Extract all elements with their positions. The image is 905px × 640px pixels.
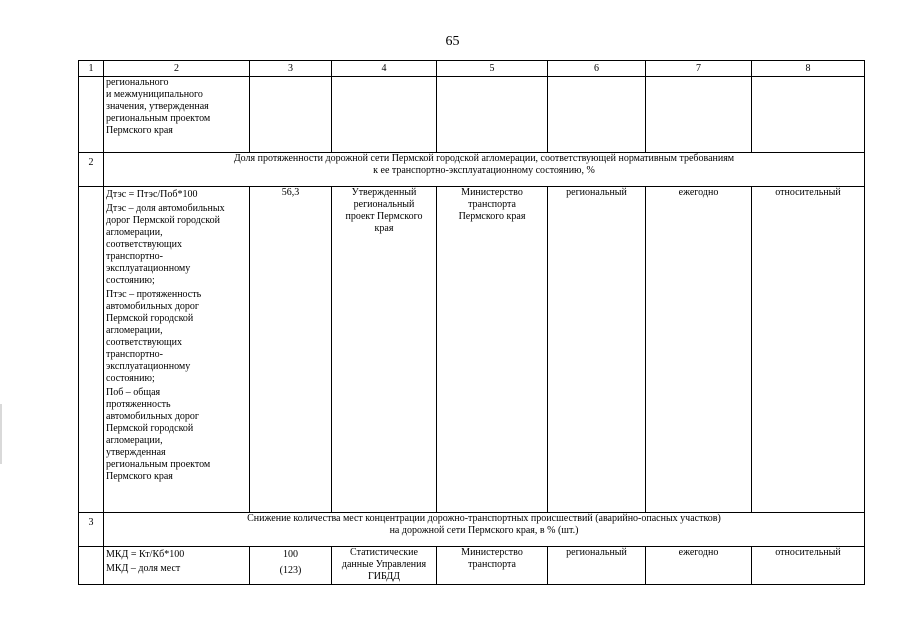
periodicity: ежегодно bbox=[646, 547, 752, 585]
cell-empty bbox=[79, 187, 104, 513]
column-number: 3 bbox=[250, 61, 332, 77]
row-number: 2 bbox=[79, 153, 104, 187]
column-number: 1 bbox=[79, 61, 104, 77]
column-number: 8 bbox=[752, 61, 865, 77]
definition: Птэс – протяженность автомобильных дорог Пермской городской агломерации, соответствующих транспортно- эксплуатационному состоянию; bbox=[106, 289, 202, 384]
base-value: 56,3 bbox=[250, 187, 332, 513]
cell-empty bbox=[437, 77, 548, 153]
column-number: 4 bbox=[332, 61, 437, 77]
data-source: Статистические данные Управления ГИБДД bbox=[332, 547, 437, 585]
indicator-type: относительный bbox=[752, 187, 865, 513]
column-number: 6 bbox=[548, 61, 646, 77]
column-number: 5 bbox=[437, 61, 548, 77]
indicator-title: Доля протяженности дорожной сети Пермской городской агломерации, соответствующей нормативным требованиям к ее транспортно-эксплуатационному состоянию, % bbox=[104, 153, 865, 187]
responsible-body: Министерство транспорта Пермского края bbox=[437, 187, 548, 513]
row-number: 3 bbox=[79, 513, 104, 547]
indicator-type: относительный bbox=[752, 547, 865, 585]
indicator-row bbox=[79, 187, 865, 513]
cell-empty bbox=[79, 547, 104, 585]
column-number: 2 bbox=[104, 61, 250, 77]
indicator-level: региональный bbox=[548, 547, 646, 585]
cell-empty bbox=[646, 77, 752, 153]
continued-text: регионального и межмуниципального значения, утвержденная региональным проектом Пермского края bbox=[106, 77, 211, 136]
indicator-table bbox=[78, 60, 865, 585]
definition: МКД – доля мест bbox=[106, 563, 181, 574]
scan-artifact bbox=[0, 404, 2, 464]
formula: Дтэс = Птэс/Поб*100 bbox=[106, 189, 198, 200]
base-value: 100 (123) bbox=[250, 547, 332, 585]
indicator-title-row bbox=[79, 513, 865, 547]
continued-row bbox=[79, 77, 865, 153]
indicator-level: региональный bbox=[548, 187, 646, 513]
responsible-body: Министерство транспорта bbox=[437, 547, 548, 585]
definition: Дтэс – доля автомобильных дорог Пермской городской агломерации, соответствующих транспортно- эксплуатационному состоянию; bbox=[106, 203, 225, 286]
indicator-title-row bbox=[79, 153, 865, 187]
calculation-method bbox=[104, 187, 250, 513]
column-number-row bbox=[79, 61, 865, 77]
cell-empty bbox=[79, 77, 104, 153]
indicator-title: Снижение количества мест концентрации дорожно-транспортных происшествий (аварийно-опасных участков) на дорожной сети Пермского края, в % (шт.) bbox=[104, 513, 865, 547]
page-number: 65 bbox=[445, 34, 460, 49]
formula: МКД = Кт/Кб*100 bbox=[106, 549, 185, 560]
cell-empty bbox=[332, 77, 437, 153]
indicator-row bbox=[79, 547, 865, 585]
data-source: Утвержденный региональный проект Пермского края bbox=[332, 187, 437, 513]
cell-empty bbox=[752, 77, 865, 153]
cell-empty bbox=[548, 77, 646, 153]
periodicity: ежегодно bbox=[646, 187, 752, 513]
column-number: 7 bbox=[646, 61, 752, 77]
continued-method-text bbox=[104, 77, 250, 153]
calculation-method bbox=[104, 547, 250, 585]
definition: Поб – общая протяженность автомобильных дорог Пермской городской агломерации, утвержденная региональным проектом Пермского края bbox=[106, 387, 211, 482]
cell-empty bbox=[250, 77, 332, 153]
